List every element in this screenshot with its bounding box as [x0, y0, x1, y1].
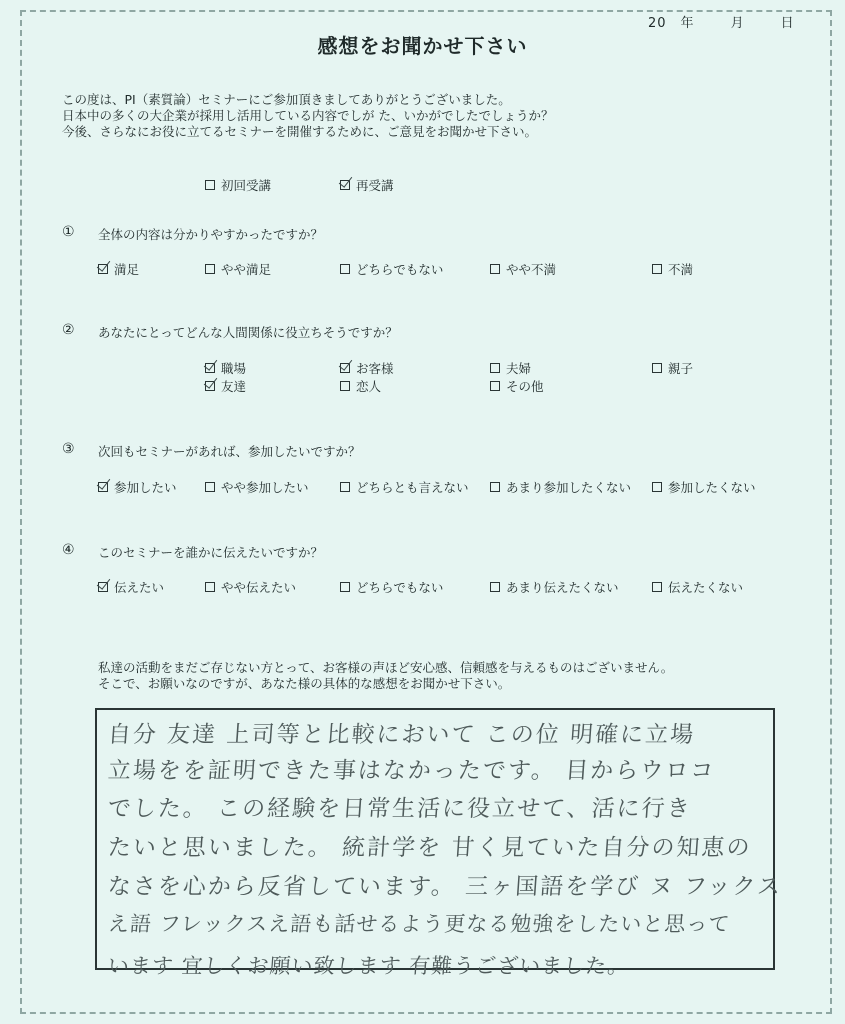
q3-option-somewhat-want[interactable] — [205, 478, 309, 496]
checkbox-checked[interactable] — [205, 363, 215, 373]
checkbox[interactable] — [205, 482, 215, 492]
checkbox[interactable] — [205, 180, 215, 190]
date-field — [648, 12, 795, 31]
checkbox-checked[interactable] — [98, 582, 108, 592]
handwritten-line: 自分 友達 上司等と比較において この位 明確に立場 — [106, 722, 696, 748]
checkbox[interactable] — [340, 482, 350, 492]
option-label: 参加したくない — [668, 480, 756, 495]
handwritten-line: たいと思いました。 統計学を 甘く見ていた自分の知恵の — [106, 835, 753, 861]
intro-line: この度は、PI（素質論）セミナーにご参加頂きましてありがとうございました。 — [62, 92, 511, 107]
question-4-number: ④ — [62, 542, 75, 558]
checkbox[interactable] — [652, 264, 662, 274]
option-label: やや伝えたい — [221, 580, 297, 595]
handwritten-line: なさを心から反省しています。 三ヶ国語を学び ヌ フックス — [106, 874, 783, 900]
checkbox[interactable] — [205, 264, 215, 274]
option-label: 職場 — [221, 361, 247, 376]
handwritten-line: います 宜しくお願い致します 有難うございました。 — [107, 954, 631, 978]
question-2-number: ② — [62, 322, 75, 338]
q1-option-neutral[interactable] — [340, 260, 443, 278]
option-label: 伝えたくない — [668, 580, 744, 595]
q2-option-parent-child[interactable] — [652, 359, 693, 377]
q2-option-customers[interactable] — [340, 359, 394, 377]
question-1-text: 全体の内容は分かりやすかったですか？ — [98, 227, 324, 242]
date-year-prefix: 20 — [648, 16, 667, 31]
handwritten-line: 立場をを証明できた事はなかったです。 目からウロコ — [106, 758, 717, 784]
option-label: その他 — [506, 379, 544, 394]
checkbox[interactable] — [652, 582, 662, 592]
option-label: あまり参加したくない — [506, 480, 632, 495]
question-1-number: ① — [62, 224, 75, 240]
handwritten-line: でした。 この経験を日常生活に役立せて、活に行き — [106, 796, 693, 822]
option-label: 不満 — [668, 262, 694, 277]
option-label: 初回受講 — [221, 178, 272, 193]
q3-option-undecided[interactable] — [340, 478, 469, 496]
option-label: 親子 — [668, 361, 694, 376]
q2-option-friends[interactable] — [205, 377, 246, 395]
checkbox[interactable] — [652, 482, 662, 492]
checkbox[interactable] — [490, 363, 500, 373]
q3-option-want[interactable] — [98, 478, 177, 496]
date-month-label: 月 — [730, 16, 745, 31]
intro-line: 今後、さらなにお役に立てるセミナーを開催するために、ご意見をお聞かせ下さい。 — [62, 124, 538, 139]
q2-option-other[interactable] — [490, 377, 544, 395]
option-label: 夫婦 — [506, 361, 532, 376]
option-label: 友達 — [221, 379, 247, 394]
q4-option-neutral[interactable] — [340, 578, 443, 596]
closing-text — [98, 660, 673, 692]
checkbox-checked[interactable] — [205, 381, 215, 391]
intro-text — [62, 92, 553, 140]
attendance-repeat[interactable] — [340, 176, 394, 194]
checkbox[interactable] — [340, 264, 350, 274]
attendance-first-time[interactable] — [205, 176, 271, 194]
option-label: 再受講 — [356, 178, 394, 193]
checkbox[interactable] — [340, 582, 350, 592]
option-label: 恋人 — [356, 379, 382, 394]
handwritten-line: え語 フレックスえ語も話せるよう更なる勉強をしたいと思って — [107, 912, 732, 936]
checkbox[interactable] — [205, 582, 215, 592]
option-label: 満足 — [114, 262, 140, 277]
option-label: あまり伝えたくない — [506, 580, 619, 595]
checkbox[interactable] — [490, 381, 500, 391]
intro-line: 日本中の多くの大企業が採用し活用している内容でしが た、いかがでしたでしょうか？ — [62, 108, 554, 123]
q1-option-somewhat-satisfied[interactable] — [205, 260, 271, 278]
question-2-text: あなたにとってどんな人間関係に役立ちそうですか？ — [98, 325, 398, 340]
date-day-label: 日 — [780, 16, 795, 31]
q4-option-do-not-want[interactable] — [652, 578, 743, 596]
page-title: 感想をお聞かせ下さい — [317, 34, 528, 58]
option-label: 参加したい — [114, 480, 177, 495]
q3-option-not-really[interactable] — [490, 478, 631, 496]
question-3-number: ③ — [62, 441, 75, 457]
checkbox-checked[interactable] — [98, 264, 108, 274]
checkbox-checked[interactable] — [340, 363, 350, 373]
option-label: どちらでもない — [356, 262, 444, 277]
q1-option-somewhat-dissatisfied[interactable] — [490, 260, 556, 278]
q3-option-do-not-want[interactable] — [652, 478, 756, 496]
option-label: 伝えたい — [114, 580, 165, 595]
question-4-text: このセミナーを誰かに伝えたいですか？ — [98, 545, 324, 560]
option-label: どちらとも言えない — [356, 480, 469, 495]
q1-option-satisfied[interactable] — [98, 260, 139, 278]
checkbox[interactable] — [490, 582, 500, 592]
question-3-text: 次回もセミナーがあれば、参加したいですか？ — [98, 444, 361, 459]
q4-option-not-really[interactable] — [490, 578, 619, 596]
closing-line: 私達の活動をまだご存じない方とって、お客様の声ほど安心感、信頼感を与えるものはございません。 — [98, 660, 674, 675]
checkbox[interactable] — [490, 264, 500, 274]
q2-option-lover[interactable] — [340, 377, 381, 395]
q4-option-want-tell[interactable] — [98, 578, 164, 596]
q1-option-dissatisfied[interactable] — [652, 260, 693, 278]
checkbox[interactable] — [652, 363, 662, 373]
option-label: お客様 — [356, 361, 394, 376]
q4-option-somewhat[interactable] — [205, 578, 296, 596]
date-year-label: 年 — [680, 16, 695, 31]
closing-line: そこで、お願いなのですが、あなた様の具体的な感想をお聞かせ下さい。 — [98, 676, 511, 691]
option-label: やや参加したい — [221, 480, 309, 495]
checkbox-checked[interactable] — [340, 180, 350, 190]
option-label: やや不満 — [506, 262, 557, 277]
checkbox[interactable] — [340, 381, 350, 391]
checkbox-checked[interactable] — [98, 482, 108, 492]
option-label: どちらでもない — [356, 580, 444, 595]
checkbox[interactable] — [490, 482, 500, 492]
q2-option-couple[interactable] — [490, 359, 531, 377]
option-label: やや満足 — [221, 262, 272, 277]
